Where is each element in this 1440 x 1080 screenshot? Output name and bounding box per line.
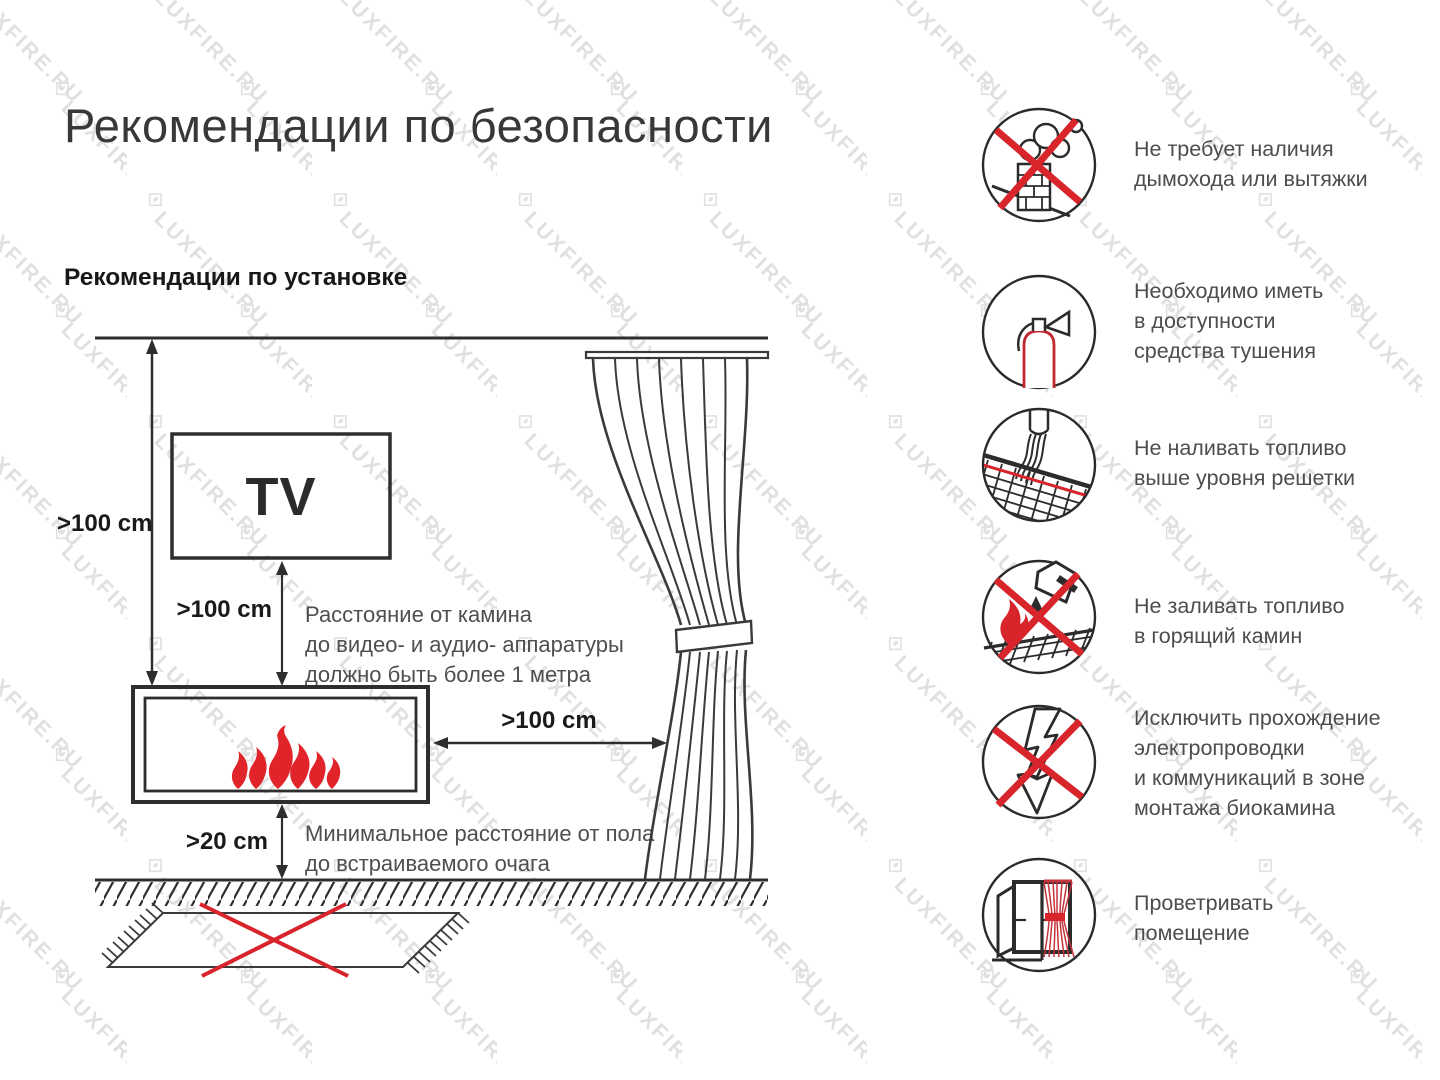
dim-label-wall-to-fireplace: >100 cm <box>57 510 153 537</box>
safety-line: помещение <box>1134 921 1250 945</box>
safety-line: и коммуникаций в зоне <box>1134 766 1365 790</box>
floor-hatching <box>95 882 768 906</box>
note-tv-line1: Расстояние от камина <box>305 602 533 627</box>
safety-line: в доступности <box>1134 309 1276 333</box>
safety-line: дымохода или вытяжки <box>1134 167 1368 191</box>
note-floor-line1: Минимальное расстояние от пола <box>305 821 655 846</box>
dim-label-fireplace-to-curtain: >100 cm <box>501 707 597 734</box>
safety-line: электропроводки <box>1134 736 1305 760</box>
curtain <box>586 352 768 879</box>
safety-line: монтажа биокамина <box>1134 796 1336 820</box>
fire-extinguisher-icon <box>978 271 1100 393</box>
no-wiring-icon <box>978 701 1100 823</box>
safety-line: Проветривать <box>1134 891 1274 915</box>
safety-list <box>978 0 1440 1080</box>
safety-text-2 <box>1134 276 1323 366</box>
safety-text-6 <box>1134 888 1273 948</box>
safety-line: выше уровня решетки <box>1134 466 1356 490</box>
no-refill-burning-icon <box>978 556 1100 678</box>
dim-label-floor-to-fireplace: >20 cm <box>185 828 268 855</box>
installation-subtitle: Рекомендации по установке <box>64 264 408 291</box>
fireplace <box>133 687 428 802</box>
note-tv-line3: должно быть более 1 метра <box>305 662 591 687</box>
note-floor-line2: до встраиваемого очага <box>305 851 550 876</box>
fuel-level-icon <box>978 404 1100 526</box>
tv-label: TV <box>245 467 317 527</box>
safety-line: средства тушения <box>1134 339 1317 363</box>
no-chimney-icon <box>978 104 1100 226</box>
no-carpet <box>102 903 469 976</box>
safety-text-3 <box>1134 433 1355 493</box>
note-tv-distance <box>305 602 624 687</box>
note-tv-line2: до видео- и аудио- аппаратуры <box>305 632 624 657</box>
safety-line: Не требует наличия <box>1134 137 1334 161</box>
dim-arrow-tv-to-fireplace <box>276 561 288 686</box>
safety-line: Не наливать топливо <box>1134 436 1347 460</box>
safety-line: Не заливать топливо <box>1134 594 1345 618</box>
dim-arrow-fireplace-to-curtain <box>433 737 667 749</box>
tv-box <box>172 434 390 558</box>
flames <box>232 725 340 789</box>
safety-line: Исключить прохождение <box>1134 706 1381 730</box>
page-title: Рекомендации по безопасности <box>64 99 773 152</box>
safety-line: Необходимо иметь <box>1134 279 1324 303</box>
safety-line: в горящий камин <box>1134 624 1303 648</box>
dim-arrow-floor-to-fireplace <box>276 804 288 879</box>
safety-text-4 <box>1134 591 1344 651</box>
curtain-tie <box>1045 913 1065 921</box>
ventilate-icon <box>978 854 1100 976</box>
safety-text-5 <box>1134 703 1381 823</box>
curtain-tieback <box>676 621 752 652</box>
safety-text-1 <box>1134 134 1368 194</box>
note-floor-distance <box>305 821 655 876</box>
dim-label-tv-to-fireplace: >100 cm <box>176 596 272 623</box>
curtain-rod <box>586 352 768 358</box>
carpet-cross-icon <box>200 904 348 976</box>
